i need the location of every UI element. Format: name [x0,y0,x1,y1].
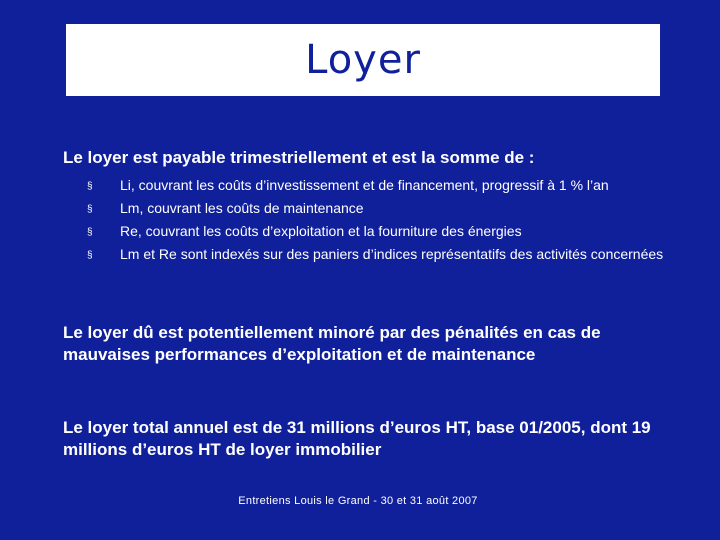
intro-text: Le loyer est payable trimestriellement et est la somme de : [63,148,535,167]
bullet-marker-icon: § [87,250,93,261]
bullet-item [63,177,683,194]
total-rent-paragraph: Le loyer total annuel est de 31 millions d’euros HT, base 01/2005, dont 19 millions d’euros HT de loyer immobilier [63,418,651,459]
bullet-text: Lm, couvrant les coûts de maintenance [120,200,364,216]
bullet-text: Li, couvrant les coûts d’investissement et de financement, progressif à 1 % l’an [120,177,609,193]
slide-footer [0,495,720,507]
bullet-item [63,223,683,240]
bullet-item [63,200,683,217]
bullet-item [63,246,683,263]
bullet-marker-icon: § [87,204,93,215]
footer-text: Entretiens Louis le Grand - 30 et 31 août 2007 [238,495,478,507]
bullet-text: Re, couvrant les coûts d’exploitation et la fourniture des énergies [120,223,522,239]
bullet-list [63,177,683,263]
slide-content [63,147,683,269]
title-box [66,24,660,96]
penalty-paragraph: Le loyer dû est potentiellement minoré par des pénalités en cas de mauvaises performances d’exploitation et de maintenance [63,323,601,364]
bullet-marker-icon: § [87,227,93,238]
bullet-marker-icon: § [87,181,93,192]
slide-title: Loyer [305,37,421,83]
bullet-text: Lm et Re sont indexés sur des paniers d’indices représentatifs des activités concernées [120,246,664,262]
